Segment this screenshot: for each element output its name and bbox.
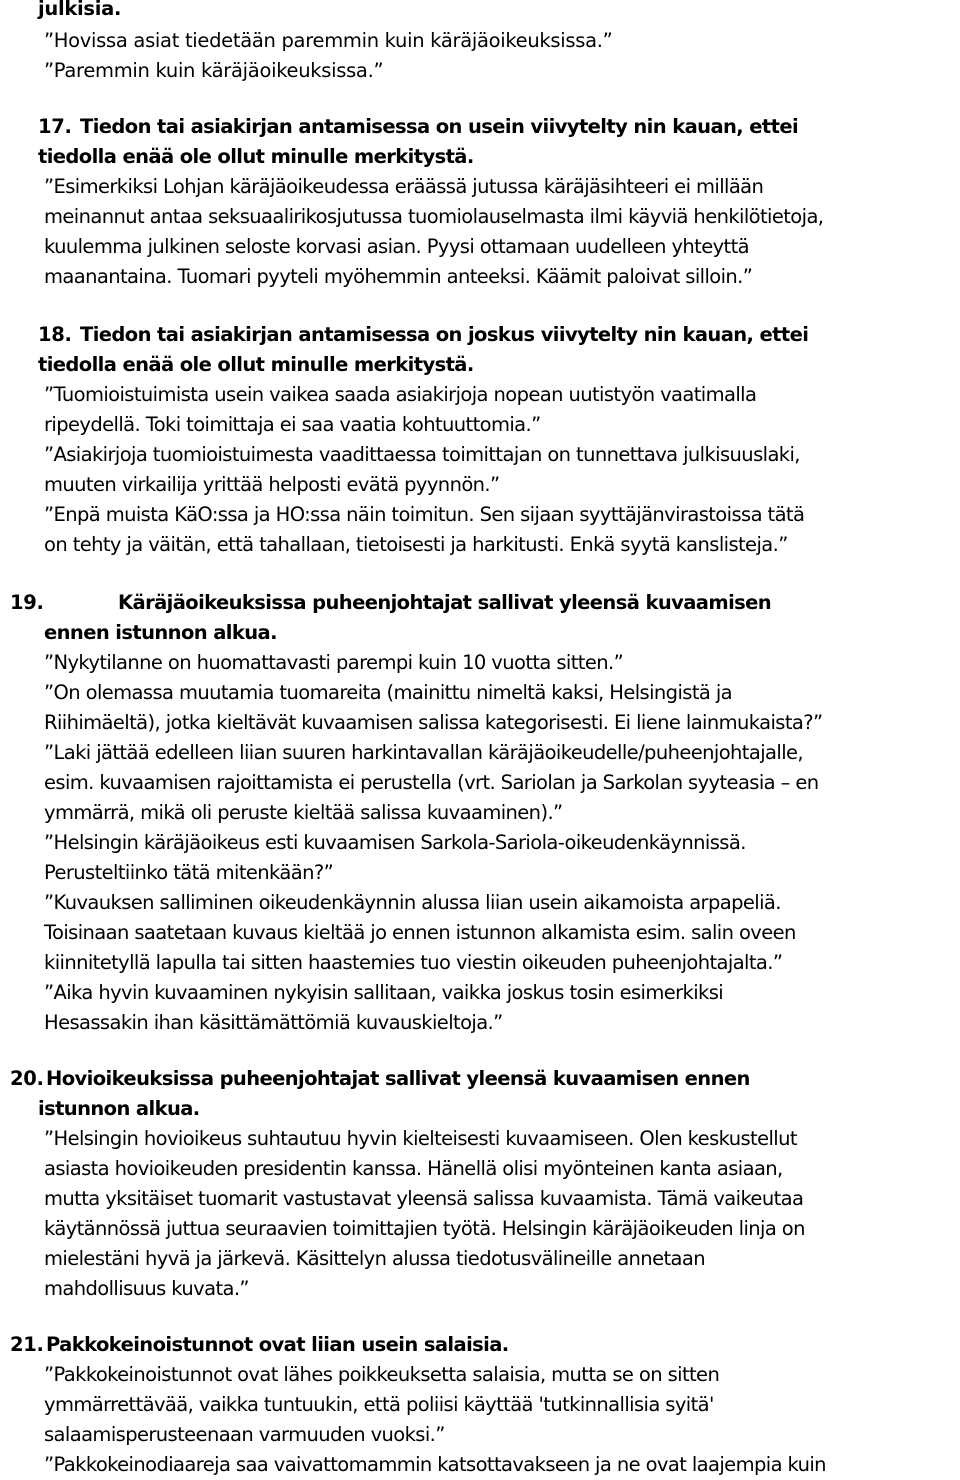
- response-line: ”Tuomioistuimista usein vaikea saada asiakirjoja nopean uutistyön vaatimalla: [44, 383, 757, 406]
- section-number: 20.: [10, 1067, 44, 1090]
- section-heading: Pakkokeinoistunnot ovat liian usein salaisia.: [46, 1333, 509, 1356]
- response-line: salaamisperusteenaan varmuuden vuoksi.”: [44, 1423, 445, 1446]
- section-heading: Hovioikeuksissa puheenjohtajat sallivat yleensä kuvaamisen ennen: [46, 1067, 750, 1090]
- response-line: ripeydellä. Toki toimittaja ei saa vaatia kohtuuttomia.”: [44, 413, 541, 436]
- response-line: ”Enpä muista KäO:ssa ja HO:ssa näin toimitun. Sen sijaan syyttäjänvirastoissa tätä: [44, 503, 805, 526]
- response-line: ”Pakkokeinodiaareja saa vaivattomammin katsottavakseen ja ne ovat laajempia kuin: [44, 1453, 826, 1476]
- response-line: ”Helsingin hovioikeus suhtautuu hyvin kielteisesti kuvaamiseen. Olen keskustellut: [44, 1127, 797, 1150]
- response-line: muuten virkailija yrittää helposti evätä pyynnön.”: [44, 473, 500, 496]
- section-number: 17.: [38, 115, 72, 138]
- section-heading: Käräjäoikeuksissa puheenjohtajat sallivat yleensä kuvaamisen: [118, 591, 772, 614]
- response-line: mielestäni hyvä ja järkevä. Käsittelyn alussa tiedotusvälineille annetaan: [44, 1247, 705, 1270]
- section-number: 19.: [10, 591, 44, 614]
- section-heading: istunnon alkua.: [38, 1097, 200, 1120]
- response-line: maanantaina. Tuomari pyyteli myöhemmin anteeksi. Käämit paloivat silloin.”: [44, 265, 753, 288]
- quote-line: ”Paremmin kuin käräjäoikeuksissa.”: [44, 59, 384, 82]
- response-line: kuulemma julkinen seloste korvasi asian. Pyysi ottamaan uudelleen yhteyttä: [44, 235, 749, 258]
- response-line: mahdollisuus kuvata.”: [44, 1277, 249, 1300]
- section-heading: tiedolla enää ole ollut minulle merkitystä.: [38, 145, 474, 168]
- response-line: ymmärrä, mikä oli peruste kieltää salissa kuvaaminen).”: [44, 801, 563, 824]
- response-line: esim. kuvaamisen rajoittamista ei perustella (vrt. Sariolan ja Sarkolan syyteasia – en: [44, 771, 819, 794]
- section-heading: ennen istunnon alkua.: [44, 621, 277, 644]
- section-number: 21.: [10, 1333, 44, 1356]
- response-line: ”Esimerkiksi Lohjan käräjäoikeudessa eräässä jutussa käräjäsihteeri ei millään: [44, 175, 764, 198]
- response-line: Riihimäeltä), jotka kieltävät kuvaamisen salissa kategorisesti. Ei liene lainmukaista?”: [44, 711, 823, 734]
- response-line: mutta yksitäiset tuomarit vastustavat yleensä salissa kuvaamista. Tämä vaikeutaa: [44, 1187, 804, 1210]
- response-line: ”Pakkokeinoistunnot ovat lähes poikkeuksetta salaisia, mutta se on sitten: [44, 1363, 720, 1386]
- section-number: 18.: [38, 323, 72, 346]
- response-line: ”Kuvauksen salliminen oikeudenkäynnin alussa liian usein aikamoista arpapeliä.: [44, 891, 781, 914]
- response-line: Toisinaan saatetaan kuvaus kieltää jo ennen istunnon alkamista esim. salin oveen: [44, 921, 796, 944]
- section-heading: Tiedon tai asiakirjan antamisessa on joskus viivytelty nin kauan, ettei: [80, 323, 809, 346]
- response-line: ”Nykytilanne on huomattavasti parempi kuin 10 vuotta sitten.”: [44, 651, 624, 674]
- response-line: ymmärrettävää, vaikka tuntuukin, että poliisi käyttää 'tutkinnallisia syitä': [44, 1393, 714, 1416]
- response-line: meinannut antaa seksuaalirikosjutussa tuomiolauselmasta ilmi käyviä henkilötietoja,: [44, 205, 824, 228]
- response-line: ”Asiakirjoja tuomioistuimesta vaadittaessa toimittajan on tunnettava julkisuuslaki,: [44, 443, 800, 466]
- response-line: asiasta hovioikeuden presidentin kanssa. Hänellä olisi myönteinen kanta asiaan,: [44, 1157, 783, 1180]
- quote-line: ”Hovissa asiat tiedetään paremmin kuin käräjäoikeuksissa.”: [44, 29, 613, 52]
- response-line: Perusteltiinko tätä mitenkään?”: [44, 861, 334, 884]
- response-line: kiinnitetyllä lapulla tai sitten haastemies tuo viestin oikeuden puheenjohtajalta.”: [44, 951, 783, 974]
- heading-continuation: julkisia.: [38, 0, 122, 20]
- response-line: käytännössä juttua seuraavien toimittajien työtä. Helsingin käräjäoikeuden linja on: [44, 1217, 805, 1240]
- section-heading: tiedolla enää ole ollut minulle merkitystä.: [38, 353, 474, 376]
- response-line: ”Aika hyvin kuvaaminen nykyisin sallitaan, vaikka joskus tosin esimerkiksi: [44, 981, 724, 1004]
- response-line: on tehty ja väitän, että tahallaan, tietoisesti ja harkitusti. Enkä syytä kanslisteja.”: [44, 533, 788, 556]
- section-heading: Tiedon tai asiakirjan antamisessa on usein viivytelty nin kauan, ettei: [80, 115, 799, 138]
- response-line: ”Laki jättää edelleen liian suuren harkintavallan käräjäoikeudelle/puheenjohtajalle,: [44, 741, 804, 764]
- response-line: ”On olemassa muutamia tuomareita (mainittu nimeltä kaksi, Helsingistä ja: [44, 681, 732, 704]
- response-line: ”Helsingin käräjäoikeus esti kuvaamisen Sarkola-Sariola-oikeudenkäynnissä.: [44, 831, 746, 854]
- response-line: Hesassakin ihan käsittämättömiä kuvauskieltoja.”: [44, 1011, 503, 1034]
